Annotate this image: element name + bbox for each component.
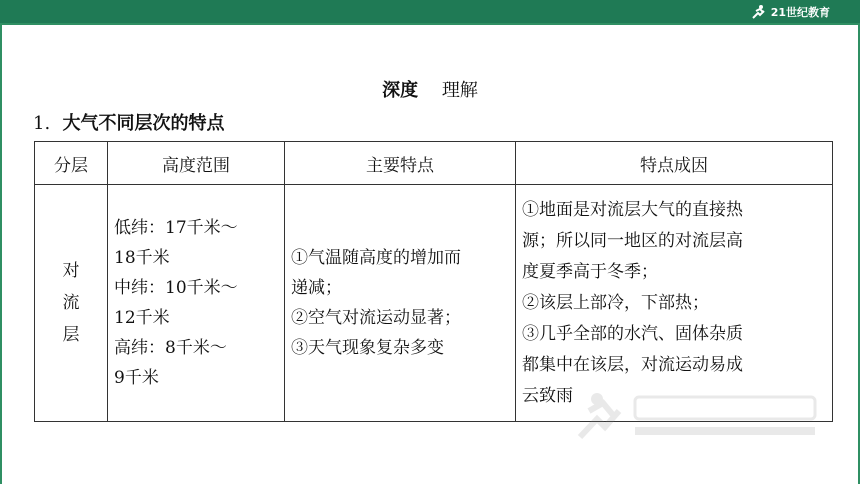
feature-line: ③天气现象复杂多变: [291, 338, 444, 358]
height-line: 高纬：8千米～: [114, 338, 227, 358]
height-line: 18千米: [114, 248, 170, 268]
header-causes: 特点成因: [516, 142, 833, 185]
section-title-text: 大气不同层次的特点: [62, 113, 225, 134]
heading-part-1: 深度: [382, 80, 419, 101]
header-height-range: 高度范围: [108, 142, 285, 185]
cause-line: 都集中在该层，对流运动易成: [522, 354, 743, 375]
cause-line: 度夏季高于冬季；: [522, 261, 658, 282]
height-line: 中纬：10千米～: [114, 278, 238, 298]
header-main-features: 主要特点: [285, 142, 516, 185]
logo-text: 21世纪教育: [770, 5, 830, 19]
cell-causes: [516, 185, 833, 422]
top-banner: [0, 0, 860, 23]
feature-line: ②空气对流运动显著；: [291, 308, 461, 328]
cause-line: ③几乎全部的水汽、固体杂质: [522, 323, 743, 344]
cause-line: 源；所以同一地区的对流层高: [522, 230, 743, 251]
runner-icon: [750, 4, 768, 20]
feature-line: 递减；: [291, 278, 342, 298]
cell-layer: [35, 185, 108, 422]
cell-main-features: [285, 185, 516, 422]
atmosphere-layers-table: [34, 141, 833, 422]
cell-height-range: [108, 185, 285, 422]
cause-line: 云致雨: [522, 385, 573, 406]
layer-char: 流: [62, 293, 80, 313]
banner-divider: [0, 23, 860, 25]
table-header-row: [35, 142, 833, 185]
page-heading: [0, 76, 860, 102]
feature-line: ①气温随高度的增加而: [291, 248, 461, 268]
brand-logo: [750, 3, 830, 20]
section-title: [33, 109, 224, 135]
height-line: 9千米: [114, 368, 159, 388]
heading-part-2: 理解: [441, 80, 478, 101]
table-row: [35, 185, 833, 422]
cause-line: ②该层上部冷，下部热；: [522, 292, 709, 313]
height-line: 低纬：17千米～: [114, 218, 238, 238]
cause-line: ①地面是对流层大气的直接热: [522, 199, 743, 220]
height-line: 12千米: [114, 308, 170, 328]
layer-char: 层: [62, 325, 80, 345]
layer-char: 对: [62, 261, 80, 281]
section-number: 1.: [33, 113, 51, 134]
header-layer: 分层: [35, 142, 108, 185]
